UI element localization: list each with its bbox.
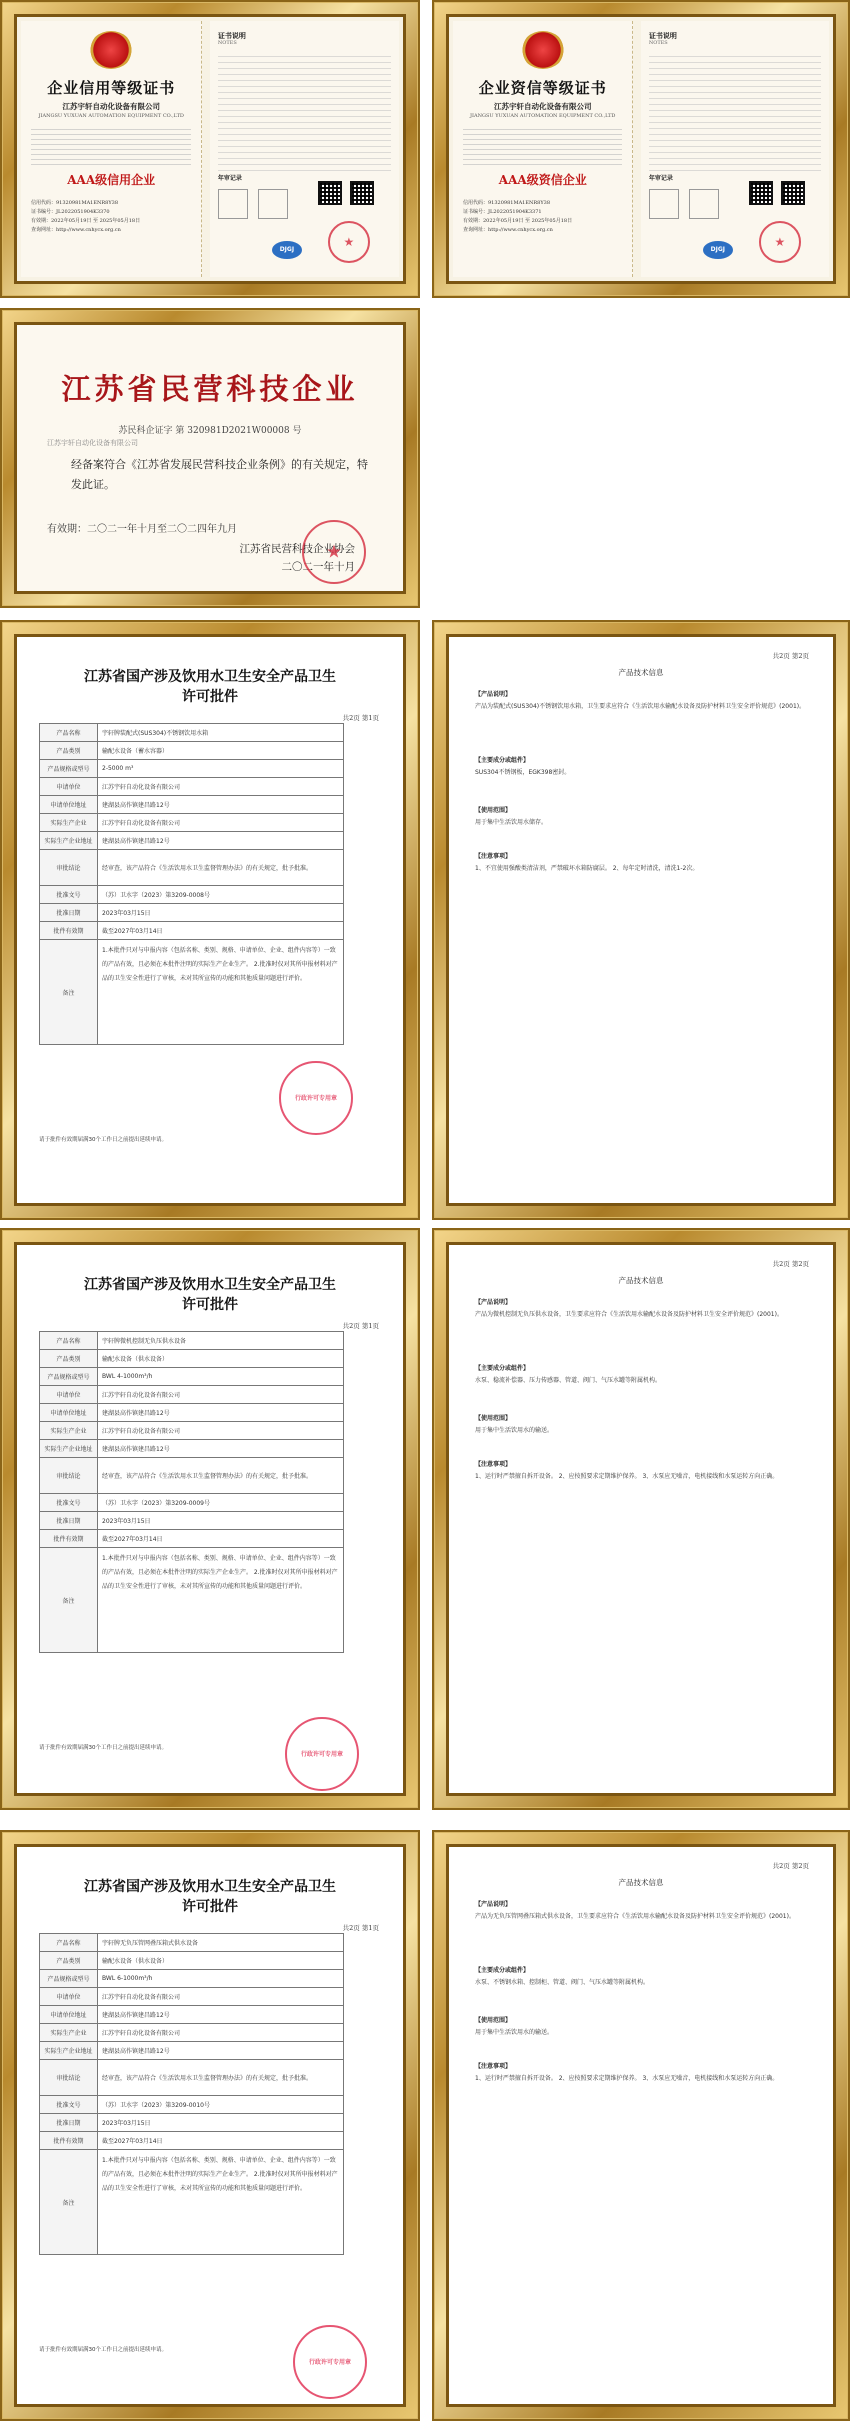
info-frame-2	[432, 1228, 850, 1810]
row-value: （苏）卫水字（2023）第3209-0008号	[98, 886, 344, 904]
row-value: 2023年03月15日	[98, 2114, 344, 2132]
table-row	[40, 922, 344, 940]
company-name: 江苏宇轩自动化设备有限公司	[493, 102, 592, 111]
row-value: BWL 6-1000m³/h	[98, 1970, 344, 1988]
table-row	[40, 1332, 344, 1350]
notes-body	[218, 51, 391, 171]
row-key: 批准日期	[40, 2114, 98, 2132]
table-row	[40, 814, 344, 832]
table-row	[40, 1368, 344, 1386]
table-row	[40, 796, 344, 814]
info-heading: 【注意事项】	[475, 853, 512, 860]
qr-code-icon	[781, 181, 805, 205]
info-text: 1、运行时严禁擅自拆开设备。 2、应按照要求定期维护保养。 3、水泵应无噪音，电机接线和水泵运转方向正确。	[475, 2075, 779, 2082]
approval-footer: 请于批件有效期届满30个工作日之前提出延续申请。	[39, 1137, 168, 1143]
emblem-icon	[521, 31, 565, 69]
row-value: （苏）卫水字（2023）第3209-0010号	[98, 2096, 344, 2114]
table-row	[40, 2096, 344, 2114]
approval-frame-2	[0, 1228, 420, 1810]
info-page-1	[446, 634, 836, 1206]
approval-stamp	[293, 2325, 367, 2399]
table-row	[40, 1350, 344, 1368]
certificate-front	[453, 21, 633, 277]
meta-line: 信用代码：91320981MA1ENR8Y38	[31, 200, 118, 206]
table-row	[40, 1386, 344, 1404]
table-row	[40, 1530, 344, 1548]
row-value: 宇轩牌无负压管网叠压箱式供水设备	[98, 1934, 344, 1952]
review-stamp-box	[689, 189, 719, 219]
issuer-badge: DJGJ	[272, 241, 302, 259]
info-section	[475, 1459, 807, 1483]
notes-title: 证书说明	[648, 31, 677, 40]
row-value: 经审查，该产品符合《生活饮用水卫生监督管理办法》的有关规定，批予批准。	[98, 850, 344, 886]
meta-line: 信用代码：91320981MA1ENR8Y38	[463, 200, 550, 206]
info-text: 1、运行时严禁擅自拆开设备。 2、应按照要求定期维护保养。 3、水泵应无噪音，电机接线和水泵运转方向正确。	[475, 1473, 779, 1480]
info-text: 水泵、不锈钢水箱、控制柜、管道、阀门、气压水罐等附属机构。	[475, 1979, 650, 1986]
table-row	[40, 760, 344, 778]
qr-code-icon	[350, 181, 374, 205]
table-row	[40, 904, 344, 922]
row-key: 产品规格或型号	[40, 1970, 98, 1988]
row-value: BWL 4-1000m³/h	[98, 1368, 344, 1386]
info-heading: 【注意事项】	[475, 1461, 512, 1468]
meta-line: 有效期：2022年05月19日 至 2025年05月18日	[463, 218, 573, 224]
row-key: 申请单位地址	[40, 1404, 98, 1422]
certificate-front	[21, 21, 202, 277]
row-key: 产品规格或型号	[40, 760, 98, 778]
info-title: 产品技术信息	[618, 668, 664, 677]
info-section	[475, 2015, 807, 2039]
page-number: 共2页 第1页	[342, 1322, 379, 1330]
certificate-fine-print	[31, 125, 191, 169]
row-value: 1.本批件只对与申报内容（包括名称、类别、规格、申请单位、企业、组件内容等）一致的产品有效，且必须在本批件注明的实际生产企业生产。 2.批准时仅对其所申报材料对产品的卫生安全性进行了审核，未对其所宣传的功能和其他质量问题进行评价。	[98, 1548, 344, 1653]
row-key: 备注	[40, 1548, 98, 1653]
row-key: 产品名称	[40, 1934, 98, 1952]
meta-line: 有效期：2022年05月19日 至 2025年05月18日	[31, 218, 141, 224]
table-row	[40, 724, 344, 742]
approval-title	[37, 1877, 383, 1917]
table-row	[40, 850, 344, 886]
info-heading: 【产品说明】	[475, 1299, 512, 1306]
row-value: 2-5000 m³	[98, 760, 344, 778]
row-key: 审批结论	[40, 2060, 98, 2096]
row-key: 备注	[40, 2150, 98, 2255]
approval-title	[37, 1275, 383, 1315]
review-stamp-box	[218, 189, 248, 219]
info-section	[475, 1965, 807, 1989]
info-section	[475, 1363, 807, 1387]
certificate-frame-credit	[0, 0, 420, 298]
table-row	[40, 2024, 344, 2042]
tech-cert-body: 经备案符合《江苏省发展民营科技企业条例》的有关规定，特发此证。	[71, 458, 368, 491]
certificate-credit	[14, 14, 406, 284]
row-key: 批准日期	[40, 1512, 98, 1530]
approval-table	[39, 723, 344, 1045]
row-value: 江苏宇轩自动化设备有限公司	[98, 2024, 344, 2042]
row-value: 江苏宇轩自动化设备有限公司	[98, 1422, 344, 1440]
table-row	[40, 1970, 344, 1988]
tech-cert-date: 二〇二一年十月	[281, 561, 355, 573]
row-key: 申请单位地址	[40, 2006, 98, 2024]
info-heading: 【产品说明】	[475, 691, 512, 698]
row-key: 批件有效期	[40, 2132, 98, 2150]
row-key: 产品类别	[40, 1952, 98, 1970]
meta-line: 查询网址：http://www.cnhycx.org.cn	[463, 227, 553, 233]
row-value: 2023年03月15日	[98, 1512, 344, 1530]
info-page-2	[446, 1242, 836, 1796]
table-row	[40, 940, 344, 1045]
info-section	[475, 755, 807, 779]
row-value: 建湖县高作镇建昌路12号	[98, 2006, 344, 2024]
approval-title	[37, 667, 383, 707]
row-key: 实际生产企业地址	[40, 832, 98, 850]
company-name: 江苏宇轩自动化设备有限公司	[62, 102, 160, 111]
emblem-icon	[89, 31, 133, 69]
certificate-fine-print	[463, 125, 622, 169]
table-row	[40, 778, 344, 796]
qr-code-icon	[318, 181, 342, 205]
info-heading: 【产品说明】	[475, 1901, 512, 1908]
company-name-en: JIANGSU YUXUAN AUTOMATION EQUIPMENT CO.,LTD	[470, 113, 616, 119]
meta-line: 查询网址：http://www.cnhycx.org.cn	[31, 227, 121, 233]
certificate-tech	[14, 322, 406, 594]
approval-footer: 请于批件有效期届满30个工作日之前提出延续申请。	[39, 1745, 168, 1751]
info-section	[475, 851, 807, 875]
table-row	[40, 886, 344, 904]
table-row	[40, 1440, 344, 1458]
row-value: 建湖县高作镇建昌路12号	[98, 1440, 344, 1458]
info-section	[475, 805, 807, 829]
row-key: 产品类别	[40, 1350, 98, 1368]
tech-cert-company: 江苏宇轩自动化设备有限公司	[47, 439, 138, 447]
row-key: 申请单位	[40, 1386, 98, 1404]
annual-review-label: 年审记录	[217, 175, 242, 182]
page-number: 共2页 第1页	[342, 1924, 379, 1932]
table-row	[40, 2042, 344, 2060]
row-value: 截至2027年03月14日	[98, 2132, 344, 2150]
notes-body	[649, 51, 821, 171]
table-row	[40, 1512, 344, 1530]
row-value: 江苏宇轩自动化设备有限公司	[98, 778, 344, 796]
table-row	[40, 2132, 344, 2150]
certificate-frame-tech	[0, 308, 420, 608]
approval-title-line: 江苏省国产涉及饮用水卫生安全产品卫生	[84, 1879, 336, 1895]
row-key: 产品名称	[40, 1332, 98, 1350]
approval-frame-1	[0, 620, 420, 1220]
red-seal-icon	[302, 520, 366, 584]
row-key: 实际生产企业	[40, 2024, 98, 2042]
approval-footer: 请于批件有效期届满30个工作日之前提出延续申请。	[39, 2347, 168, 2353]
info-heading: 【使用范围】	[475, 1415, 512, 1422]
info-page-3	[446, 1844, 836, 2407]
row-value: 宇轩牌微机控制无负压供水设备	[98, 1332, 344, 1350]
review-stamp-box	[649, 189, 679, 219]
certificate-creditworthiness	[446, 14, 836, 284]
approval-page-1	[14, 634, 406, 1206]
info-heading: 【主要成分或组件】	[475, 1967, 530, 1974]
approval-table	[39, 1933, 344, 2255]
meta-line: 证书编号：JL2022051904K3370	[31, 209, 110, 215]
info-frame-1	[432, 620, 850, 1220]
row-value: （苏）卫水字（2023）第3209-0009号	[98, 1494, 344, 1512]
approval-title-line: 许可批件	[182, 1899, 238, 1915]
table-row	[40, 1458, 344, 1494]
info-heading: 【使用范围】	[475, 2017, 512, 2024]
company-name-en: JIANGSU YUXUAN AUTOMATION EQUIPMENT CO.,LTD	[38, 113, 184, 119]
red-seal-icon	[328, 221, 370, 263]
info-frame-3	[432, 1830, 850, 2421]
approval-stamp	[279, 1061, 353, 1135]
info-section	[475, 1413, 807, 1437]
row-value: 截至2027年03月14日	[98, 922, 344, 940]
tech-cert-number: 苏民科企证字 第 320981D2021W00008 号	[118, 426, 302, 436]
row-key: 实际生产企业地址	[40, 1440, 98, 1458]
review-stamp-box	[258, 189, 288, 219]
page-number: 共2页 第2页	[772, 1260, 809, 1268]
table-row	[40, 742, 344, 760]
info-text: SUS304不锈钢板，EGK398密封。	[475, 769, 571, 776]
table-row	[40, 2006, 344, 2024]
row-key: 产品类别	[40, 742, 98, 760]
row-value: 建湖县高作镇建昌路12号	[98, 1404, 344, 1422]
approval-frame-3	[0, 1830, 420, 2421]
row-key: 实际生产企业地址	[40, 2042, 98, 2060]
row-value: 江苏宇轩自动化设备有限公司	[98, 1988, 344, 2006]
info-text: 产品为微机控制无负压供水设备，卫生要求应符合《生活饮用水输配水设备及防护材料卫生安全评价规范》(2001)。	[475, 1311, 783, 1318]
certificate-frame-creditworthiness	[432, 0, 850, 298]
stamp-text: 行政许可专用章	[308, 2359, 351, 2366]
row-key: 批准日期	[40, 904, 98, 922]
row-key: 审批结论	[40, 850, 98, 886]
row-value: 2023年03月15日	[98, 904, 344, 922]
row-value: 1.本批件只对与申报内容（包括名称、类别、规格、申请单位、企业、组件内容等）一致的产品有效，且必须在本批件注明的实际生产企业生产。 2.批准时仅对其所申报材料对产品的卫生安全性进行了审核，未对其所宣传的功能和其他质量问题进行评价。	[98, 2150, 344, 2255]
info-text: 产品为无负压管网叠压箱式供水设备，卫生要求应符合《生活饮用水输配水设备及防护材料卫生安全评价规范》(2001)。	[475, 1913, 795, 1920]
table-row	[40, 1988, 344, 2006]
certificate-meta	[463, 199, 622, 235]
tech-cert-title: 江苏省民营科技企业	[61, 372, 359, 406]
info-text: 用于集中生活饮用水储存。	[475, 819, 548, 826]
row-value: 建湖县高作镇建昌路12号	[98, 2042, 344, 2060]
row-value: 建湖县高作镇建昌路12号	[98, 832, 344, 850]
row-key: 批准文号	[40, 2096, 98, 2114]
table-row	[40, 2114, 344, 2132]
row-key: 审批结论	[40, 1458, 98, 1494]
tech-cert-issuer: 江苏省民营科技企业协会	[239, 543, 355, 555]
row-value: 建湖县高作镇建昌路12号	[98, 796, 344, 814]
page-number: 共2页 第1页	[342, 714, 379, 722]
tech-cert-validity: 有效期：二〇二一年十月至二〇二四年九月	[47, 524, 237, 535]
page-number: 共2页 第2页	[772, 652, 809, 660]
row-key: 批准文号	[40, 886, 98, 904]
row-value: 输配水设备（蓄水容器）	[98, 742, 344, 760]
row-value: 1.本批件只对与申报内容（包括名称、类别、规格、申请单位、企业、组件内容等）一致的产品有效，且必须在本批件注明的实际生产企业生产。 2.批准时仅对其所申报材料对产品的卫生安全性进行了审核，未对其所宣传的功能和其他质量问题进行评价。	[98, 940, 344, 1045]
info-heading: 【主要成分或组件】	[475, 757, 530, 764]
row-value: 输配水设备（供水设备）	[98, 1952, 344, 1970]
approval-title-line: 江苏省国产涉及饮用水卫生安全产品卫生	[84, 669, 336, 685]
table-row	[40, 1422, 344, 1440]
notes-subtitle: NOTES	[217, 40, 237, 46]
row-value: 宇轩牌装配式(SUS304)不锈钢饮用水箱	[98, 724, 344, 742]
certificate-title: 企业信用等级证书	[47, 79, 176, 97]
info-section	[475, 689, 807, 713]
info-heading: 【使用范围】	[475, 807, 512, 814]
table-row	[40, 2150, 344, 2255]
info-text: 产品为装配式(SUS304)不锈钢饮用水箱，卫生要求应符合《生活饮用水输配水设备及防护材料卫生安全评价规范》(2001)。	[475, 703, 806, 710]
row-value: 截至2027年03月14日	[98, 1530, 344, 1548]
approval-title-line: 江苏省国产涉及饮用水卫生安全产品卫生	[84, 1277, 336, 1293]
row-key: 申请单位地址	[40, 796, 98, 814]
approval-page-3	[14, 1844, 406, 2407]
row-key: 批件有效期	[40, 922, 98, 940]
certificate-notes	[210, 21, 399, 277]
table-row	[40, 1404, 344, 1422]
row-key: 申请单位	[40, 1988, 98, 2006]
stamp-text: 行政许可专用章	[300, 1751, 343, 1758]
stamp-text: 行政许可专用章	[294, 1095, 337, 1102]
row-value: 经审查，该产品符合《生活饮用水卫生监督管理办法》的有关规定，批予批准。	[98, 1458, 344, 1494]
row-value: 江苏宇轩自动化设备有限公司	[98, 814, 344, 832]
certificate-notes	[641, 21, 829, 277]
table-row	[40, 1548, 344, 1653]
info-section	[475, 1899, 807, 1923]
approval-table	[39, 1331, 344, 1653]
info-text: 用于集中生活饮用水的输送。	[475, 1427, 554, 1434]
issuer-badge: DJGJ	[703, 241, 733, 259]
table-row	[40, 832, 344, 850]
qr-code-icon	[749, 181, 773, 205]
info-section	[475, 1297, 807, 1321]
annual-review-label: 年审记录	[648, 175, 673, 182]
credit-grade: AAA级资信企业	[498, 173, 587, 187]
notes-title: 证书说明	[217, 31, 246, 40]
red-seal-icon	[759, 221, 801, 263]
table-row	[40, 2060, 344, 2096]
info-title: 产品技术信息	[618, 1276, 664, 1285]
row-key: 批件有效期	[40, 1530, 98, 1548]
approval-stamp	[285, 1717, 359, 1791]
approval-title-line: 许可批件	[182, 689, 238, 705]
row-value: 江苏宇轩自动化设备有限公司	[98, 1386, 344, 1404]
row-key: 产品名称	[40, 724, 98, 742]
page-number: 共2页 第2页	[772, 1862, 809, 1870]
row-key: 实际生产企业	[40, 814, 98, 832]
certificate-meta	[31, 199, 191, 235]
info-title: 产品技术信息	[618, 1878, 664, 1887]
row-value: 经审查，该产品符合《生活饮用水卫生监督管理办法》的有关规定，批予批准。	[98, 2060, 344, 2096]
row-key: 申请单位	[40, 778, 98, 796]
row-key: 产品规格或型号	[40, 1368, 98, 1386]
credit-grade: AAA级信用企业	[67, 173, 156, 187]
info-text: 水泵、稳流补偿器、压力传感器、管道、阀门、气压水罐等附属机构。	[475, 1377, 662, 1384]
table-row	[40, 1494, 344, 1512]
notes-subtitle: NOTES	[648, 40, 668, 46]
row-key: 实际生产企业	[40, 1422, 98, 1440]
info-text: 1、不宜使用强酸类清洁剂，严禁破坏水箱防腐层。 2、每年定时清洗，清洗1-2次。	[475, 865, 699, 872]
approval-page-2	[14, 1242, 406, 1796]
info-heading: 【注意事项】	[475, 2063, 512, 2070]
info-section	[475, 2061, 807, 2085]
table-row	[40, 1934, 344, 1952]
info-text: 用于集中生活饮用水的输送。	[475, 2029, 554, 2036]
row-key: 批准文号	[40, 1494, 98, 1512]
row-key: 备注	[40, 940, 98, 1045]
meta-line: 证书编号：JL2022051904K3371	[463, 209, 542, 215]
table-row	[40, 1952, 344, 1970]
approval-title-line: 许可批件	[182, 1297, 238, 1313]
info-heading: 【主要成分或组件】	[475, 1365, 530, 1372]
row-value: 输配水设备（供水设备）	[98, 1350, 344, 1368]
certificate-title: 企业资信等级证书	[478, 79, 607, 97]
